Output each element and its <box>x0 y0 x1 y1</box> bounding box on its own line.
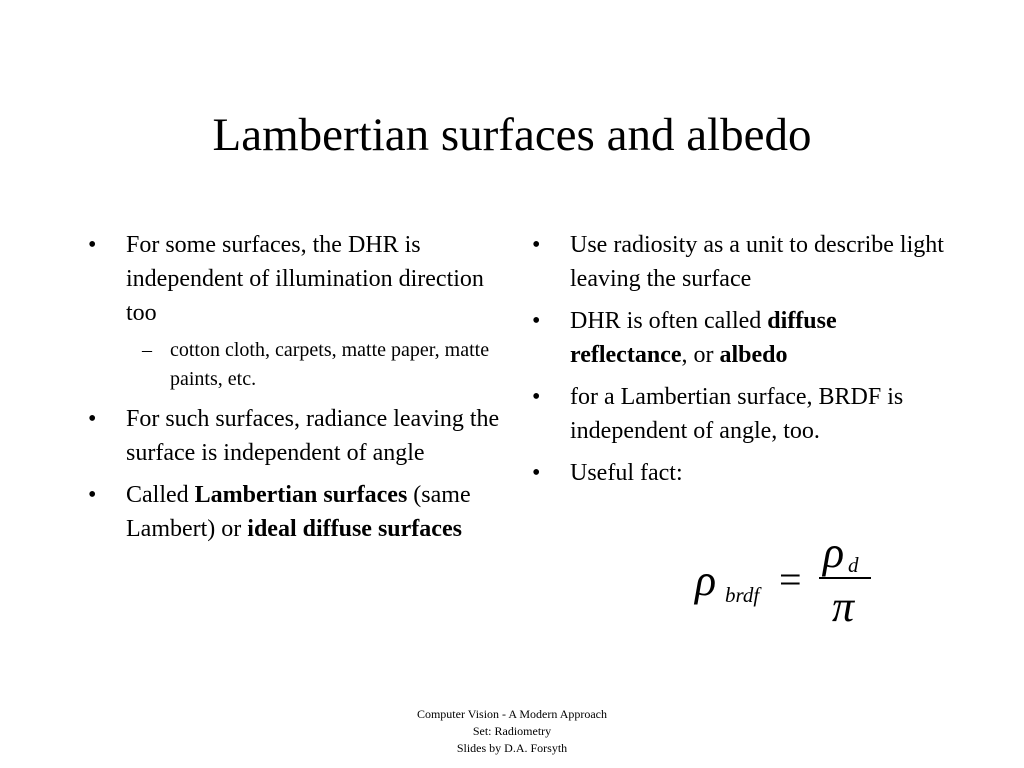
left-bullet-3 <box>84 478 504 546</box>
footer-line-2: Set: Radiometry <box>472 724 552 738</box>
right-bullet-1 <box>528 228 948 296</box>
right-column <box>528 228 948 498</box>
bullet-mark: • <box>532 384 541 410</box>
right-bullet-2-text <box>570 308 837 368</box>
left-sub-bullet-1-text: cotton cloth, carpets, matte paper, matte paints, etc. <box>170 339 490 390</box>
footer-line-1: Computer Vision - A Modern Approach <box>416 707 608 721</box>
formula-numerator-rho: ρ <box>823 528 845 577</box>
left-bullet-2 <box>84 402 504 470</box>
footer-line-3: Slides by D.A. Forsyth <box>456 741 568 755</box>
brdf-formula <box>695 528 885 631</box>
left-bullet-1-text: For some surfaces, the DHR is independent of illumination direction too <box>126 232 484 326</box>
bullet-mark: • <box>532 232 541 258</box>
right-bullet-4 <box>528 456 948 490</box>
right-bullet-4-text: Useful fact: <box>570 460 683 486</box>
bold-term-ideal-diffuse-surfaces: ideal diffuse surfaces <box>247 516 462 542</box>
text-segment: DHR is often called <box>570 308 768 334</box>
bullet-mark: • <box>88 232 97 258</box>
text-segment: (same Lambert) or <box>126 482 471 542</box>
bullet-mark: • <box>88 482 97 508</box>
formula-lhs-rho: ρ <box>695 556 717 605</box>
right-bullet-3-text: for a Lambertian surface, BRDF is independent of angle, too. <box>570 384 904 444</box>
formula-lhs-subscript: brdf <box>725 583 760 607</box>
text-segment: Called <box>126 482 195 508</box>
bullet-mark: • <box>88 406 97 432</box>
left-bullet-2-text: For such surfaces, radiance leaving the surface is independent of angle <box>126 406 500 466</box>
bullet-mark: • <box>532 460 541 486</box>
formula-fraction-bar <box>819 577 871 579</box>
left-bullet-3-text <box>126 482 471 542</box>
slide-footer <box>0 706 1024 757</box>
bold-term-diffuse-reflectance: diffuse reflectance <box>570 308 837 368</box>
formula-numerator-subscript: d <box>848 553 859 577</box>
left-sub-bullet-1 <box>84 336 504 394</box>
left-column <box>84 228 504 554</box>
slide-title: Lambertian surfaces and albedo <box>212 109 812 161</box>
left-bullet-1 <box>84 228 504 330</box>
text-segment: , or <box>681 342 720 368</box>
bullet-mark: • <box>532 308 541 334</box>
right-bullet-3 <box>528 380 948 448</box>
formula-denominator-pi: π <box>832 582 855 631</box>
sub-bullet-mark: – <box>142 339 152 361</box>
bold-term-lambertian-surfaces: Lambertian surfaces <box>194 482 408 508</box>
bold-term-albedo: albedo <box>719 342 788 368</box>
formula-equals: = <box>779 557 802 602</box>
right-bullet-1-text: Use radiosity as a unit to describe light leaving the surface <box>570 232 944 292</box>
right-bullet-2 <box>528 304 948 372</box>
